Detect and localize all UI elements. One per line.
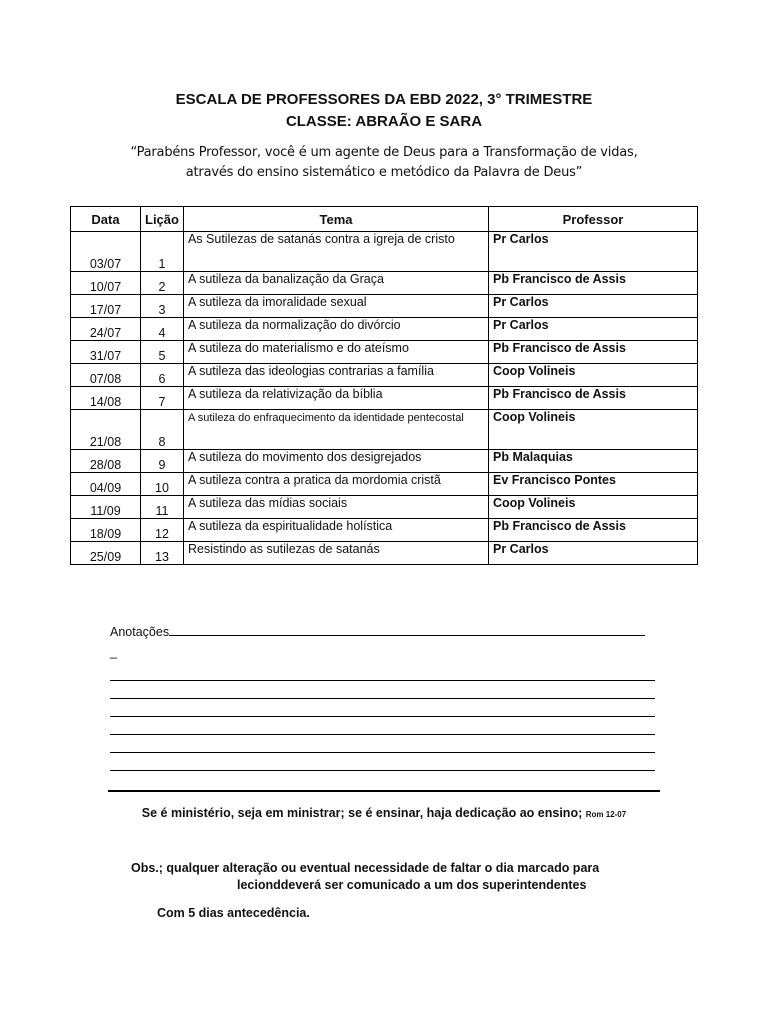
cell-licao: 8 <box>141 410 184 450</box>
bible-verse <box>0 806 768 820</box>
obs-line-1: Obs.; qualquer alteração ou eventual necessidade de faltar o dia marcado para <box>131 861 600 875</box>
cell-data: 07/08 <box>71 364 141 387</box>
divider <box>108 790 660 792</box>
table-row <box>71 341 698 364</box>
cell-professor: Pb Francisco de Assis <box>489 272 698 295</box>
table-header-row <box>71 207 698 232</box>
cell-licao: 7 <box>141 387 184 410</box>
table-row <box>71 519 698 542</box>
quote-line-2: através do ensino sistemático e metódico da Palavra de Deus” <box>185 165 583 180</box>
cell-tema: A sutileza da banalização da Graça <box>183 272 488 295</box>
cell-professor: Pr Carlos <box>489 232 698 272</box>
cell-tema: A sutileza das ideologias contrarias a família <box>183 364 488 387</box>
table-row <box>71 318 698 341</box>
table-row <box>71 364 698 387</box>
quote <box>0 143 768 183</box>
schedule-table <box>70 206 698 565</box>
cell-data: 28/08 <box>71 450 141 473</box>
cell-data: 17/07 <box>71 295 141 318</box>
verse-ref: Rom 12-07 <box>585 810 627 819</box>
header-professor: Professor <box>489 207 698 232</box>
cell-licao: 12 <box>141 519 184 542</box>
table-row <box>71 450 698 473</box>
table-row <box>71 496 698 519</box>
notes-dash: _ <box>110 645 117 659</box>
cell-tema: A sutileza da imoralidade sexual <box>183 295 488 318</box>
cell-data: 18/09 <box>71 519 141 542</box>
cell-professor: Pr Carlos <box>489 295 698 318</box>
cell-licao: 3 <box>141 295 184 318</box>
cell-data: 25/09 <box>71 542 141 565</box>
cell-professor: Pr Carlos <box>489 318 698 341</box>
table-row <box>71 473 698 496</box>
cell-licao: 2 <box>141 272 184 295</box>
notes-label: Anotações <box>110 625 170 639</box>
cell-data: 04/09 <box>71 473 141 496</box>
cell-licao: 13 <box>141 542 184 565</box>
cell-data: 21/08 <box>71 410 141 450</box>
cell-tema: A sutileza da relativização da bíblia <box>183 387 488 410</box>
notes-first-line <box>169 635 645 636</box>
cell-tema: A sutileza do materialismo e do ateísmo <box>183 341 488 364</box>
notes-line <box>110 716 655 717</box>
cell-professor: Pb Malaquias <box>489 450 698 473</box>
cell-licao: 1 <box>141 232 184 272</box>
notes-line <box>110 734 655 735</box>
header-data: Data <box>71 207 141 232</box>
cell-professor: Coop Volineis <box>489 410 698 450</box>
cell-data: 24/07 <box>71 318 141 341</box>
notes-line <box>110 752 655 753</box>
cell-data: 14/08 <box>71 387 141 410</box>
cell-tema: Resistindo as sutilezas de satanás <box>183 542 488 565</box>
notes-line <box>110 770 655 771</box>
cell-tema: A sutileza das mídias sociais <box>183 496 488 519</box>
page-subtitle: CLASSE: ABRAÃO E SARA <box>285 113 483 130</box>
verse-text: Se é ministério, seja em ministrar; se é ensinar, haja dedicação ao ensino; <box>141 806 583 820</box>
cell-tema: A sutileza da normalização do divórcio <box>183 318 488 341</box>
cell-data: 11/09 <box>71 496 141 519</box>
cell-professor: Pr Carlos <box>489 542 698 565</box>
table-row <box>71 410 698 450</box>
cell-tema: As Sutilezas de satanás contra a igreja de cristo <box>183 232 488 272</box>
table-row <box>71 295 698 318</box>
cell-data: 03/07 <box>71 232 141 272</box>
cell-professor: Pb Francisco de Assis <box>489 341 698 364</box>
cell-professor: Coop Volineis <box>489 364 698 387</box>
notes-line <box>110 698 655 699</box>
obs-line-2: lecionddeverá ser comunicado a um dos superintendentes <box>237 878 587 892</box>
cell-data: 31/07 <box>71 341 141 364</box>
cell-licao: 9 <box>141 450 184 473</box>
table-row <box>71 387 698 410</box>
notes-label-line <box>110 625 645 639</box>
obs-line-3: Com 5 dias antecedência. <box>157 906 310 920</box>
cell-tema: A sutileza da espiritualidade holística <box>183 519 488 542</box>
cell-licao: 4 <box>141 318 184 341</box>
cell-licao: 6 <box>141 364 184 387</box>
cell-licao: 11 <box>141 496 184 519</box>
cell-professor: Pb Francisco de Assis <box>489 519 698 542</box>
page-title: ESCALA DE PROFESSORES DA EBD 2022, 3° TRIMESTRE <box>175 91 593 108</box>
header-licao: Lição <box>141 207 184 232</box>
table-row <box>71 542 698 565</box>
cell-professor: Coop Volineis <box>489 496 698 519</box>
table-row <box>71 272 698 295</box>
table-row <box>71 232 698 272</box>
cell-tema: A sutileza contra a pratica da mordomia cristã <box>183 473 488 496</box>
quote-line-1: “Parabéns Professor, você é um agente de Deus para a Transformação de vidas, <box>130 145 638 160</box>
notes-line <box>110 680 655 681</box>
cell-licao: 5 <box>141 341 184 364</box>
cell-data: 10/07 <box>71 272 141 295</box>
cell-professor: Ev Francisco Pontes <box>489 473 698 496</box>
cell-tema: A sutileza do movimento dos desigrejados <box>183 450 488 473</box>
cell-licao: 10 <box>141 473 184 496</box>
cell-professor: Pb Francisco de Assis <box>489 387 698 410</box>
header-tema: Tema <box>183 207 488 232</box>
cell-tema: A sutileza do enfraquecimento da identidade pentecostal <box>183 410 488 450</box>
